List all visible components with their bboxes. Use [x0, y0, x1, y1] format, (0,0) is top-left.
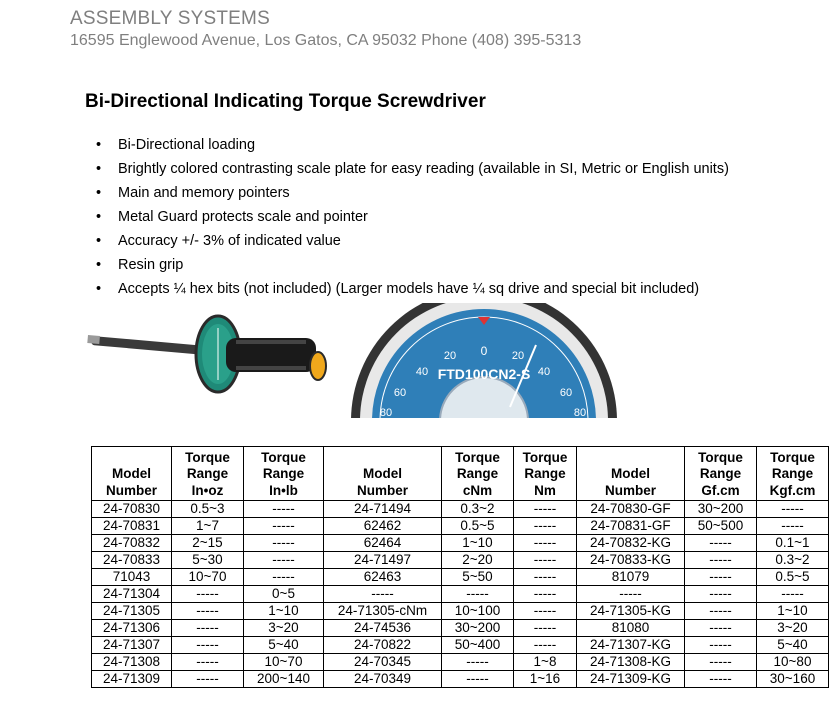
column-header [324, 447, 442, 501]
company-address: 16595 Englewood Avenue, Los Gatos, CA 95032 Phone (408) 395-5313 [70, 32, 582, 49]
table-cell: ----- [244, 518, 324, 535]
column-header-line: Number [356, 482, 408, 498]
table-cell: 2~15 [172, 535, 244, 552]
table-cell: 62462 [324, 518, 442, 535]
table-cell: 24-70833-KG [577, 552, 685, 569]
column-header-line: cNm [462, 482, 493, 498]
table-cell: 3~20 [244, 620, 324, 637]
column-header [442, 447, 514, 501]
torque-spec-table [91, 446, 829, 688]
dial-right-40: 40 [537, 366, 551, 378]
table-cell: 30~200 [442, 620, 514, 637]
column-header-line: Nm [534, 482, 556, 498]
table-cell: 24-71309 [92, 671, 172, 688]
company-name: ASSEMBLY SYSTEMS [70, 8, 270, 29]
table-cell: ----- [172, 654, 244, 671]
table-cell: 24-70830-GF [577, 501, 685, 518]
feature-item: • Main and memory pointers [96, 184, 729, 208]
table-cell: 24-71307 [92, 637, 172, 654]
table-cell: ----- [514, 552, 577, 569]
column-header [172, 447, 244, 501]
table-cell: ----- [514, 586, 577, 603]
table-cell: 0.1~1 [757, 535, 829, 552]
column-header-line: Range [524, 466, 566, 481]
table-row [92, 620, 829, 637]
dial-left-20: 20 [443, 350, 457, 362]
dial-right-80: 80 [573, 407, 587, 418]
table-cell: 200~140 [244, 671, 324, 688]
column-header-line: Model [363, 466, 402, 481]
table-cell: 24-71304 [92, 586, 172, 603]
table-cell: 0.5~3 [172, 501, 244, 518]
table-cell: ----- [757, 501, 829, 518]
table-cell: ----- [172, 637, 244, 654]
table-cell: 1~10 [757, 603, 829, 620]
feature-list [96, 136, 729, 304]
table-cell: 1~10 [244, 603, 324, 620]
table-cell: ----- [514, 603, 577, 620]
table-cell: 24-71305-KG [577, 603, 685, 620]
dial-left-40: 40 [415, 366, 429, 378]
column-header-line: In•lb [269, 482, 298, 498]
table-cell: 24-71305 [92, 603, 172, 620]
table-cell: 1~8 [514, 654, 577, 671]
table-row [92, 552, 829, 569]
table-cell: ----- [685, 552, 757, 569]
table-cell: 10~100 [442, 603, 514, 620]
column-header-line: Range [771, 466, 814, 481]
table-cell: 24-70349 [324, 671, 442, 688]
table-cell: 1~10 [442, 535, 514, 552]
table-cell: 50~400 [442, 637, 514, 654]
table-row [92, 637, 829, 654]
column-header [577, 447, 685, 501]
table-cell: 0.3~2 [442, 501, 514, 518]
column-header-line: Range [186, 466, 229, 481]
dial-left-80: 80 [379, 407, 393, 418]
table-cell: ----- [514, 569, 577, 586]
table-cell: ----- [514, 637, 577, 654]
table-cell: 24-70832 [92, 535, 172, 552]
table-cell: 30~160 [757, 671, 829, 688]
table-cell: 24-71305-cNm [324, 603, 442, 620]
table-cell: 10~80 [757, 654, 829, 671]
product-title: Bi-Directional Indicating Torque Screwdriver [85, 91, 486, 112]
table-cell: ----- [172, 586, 244, 603]
table-cell: 10~70 [244, 654, 324, 671]
table-row [92, 535, 829, 552]
table-row [92, 586, 829, 603]
table-cell: 24-71494 [324, 501, 442, 518]
table-cell: ----- [757, 518, 829, 535]
table-cell: 24-70831-GF [577, 518, 685, 535]
table-cell: ----- [685, 637, 757, 654]
table-cell: 24-70832-KG [577, 535, 685, 552]
table-cell: ----- [172, 671, 244, 688]
table-cell: ----- [685, 671, 757, 688]
table-header-row [92, 447, 829, 501]
table-cell: ----- [514, 501, 577, 518]
table-cell: 24-71497 [324, 552, 442, 569]
table-body [92, 501, 829, 688]
table-cell: 62463 [324, 569, 442, 586]
column-header-line: Model [112, 466, 151, 481]
column-header-line: Torque [698, 449, 743, 465]
column-header [244, 447, 324, 501]
feature-item: • Accepts ¼ hex bits (not included) (Larger models have ¼ sq drive and special bit included) [96, 280, 729, 304]
table-cell: ----- [514, 535, 577, 552]
column-header-line: Range [456, 466, 499, 481]
table-cell: 62464 [324, 535, 442, 552]
table-row [92, 654, 829, 671]
column-header-line: Gf.cm [701, 482, 740, 498]
dial-right-60: 60 [559, 387, 573, 399]
dial-label: FTD100CN2-S [437, 366, 531, 382]
dial-left-60: 60 [393, 387, 407, 399]
column-header-line: Torque [185, 449, 230, 465]
column-header-line: Range [699, 466, 742, 481]
column-header-line: In•oz [191, 482, 224, 498]
column-header-line: Torque [261, 449, 306, 465]
feature-item: • Bi-Directional loading [96, 136, 729, 160]
dial-center-number: 0 [480, 344, 488, 358]
dial-right-20: 20 [511, 350, 525, 362]
table-cell: 24-70830 [92, 501, 172, 518]
table-cell: 5~40 [244, 637, 324, 654]
table-cell: 1~16 [514, 671, 577, 688]
table-cell: ----- [442, 654, 514, 671]
table-cell: ----- [514, 518, 577, 535]
column-header-line: Number [105, 482, 157, 498]
table-cell: ----- [685, 535, 757, 552]
table-cell: 2~20 [442, 552, 514, 569]
table-cell: ----- [244, 501, 324, 518]
column-header-line: Range [262, 466, 305, 481]
table-cell: 1~7 [172, 518, 244, 535]
column-header-line: Kgf.cm [769, 482, 816, 498]
table-cell: ----- [685, 620, 757, 637]
table-cell: 24-71309-KG [577, 671, 685, 688]
table-cell: 5~40 [757, 637, 829, 654]
table-cell: 3~20 [757, 620, 829, 637]
table-cell: ----- [244, 552, 324, 569]
column-header [92, 447, 172, 501]
table-cell: 5~30 [172, 552, 244, 569]
table-cell: 0.5~5 [757, 569, 829, 586]
screwdriver-photo [86, 308, 336, 400]
table-cell: 24-74536 [324, 620, 442, 637]
feature-item: • Brightly colored contrasting scale plate for easy reading (available in SI, Metric or English units) [96, 160, 729, 184]
table-cell: 24-71308-KG [577, 654, 685, 671]
column-header [514, 447, 577, 501]
table-cell: 24-70822 [324, 637, 442, 654]
table-cell: 24-70831 [92, 518, 172, 535]
column-header [685, 447, 757, 501]
table-cell: 0.5~5 [442, 518, 514, 535]
table-cell: ----- [577, 586, 685, 603]
feature-item: • Metal Guard protects scale and pointer [96, 208, 729, 232]
table-cell: 81079 [577, 569, 685, 586]
table-cell: 0.3~2 [757, 552, 829, 569]
table-cell: ----- [324, 586, 442, 603]
column-header-line: Model [611, 466, 650, 481]
table-cell: ----- [442, 671, 514, 688]
table-cell: ----- [685, 654, 757, 671]
table-cell: 24-71307-KG [577, 637, 685, 654]
column-header-line: Torque [770, 449, 815, 465]
table-row [92, 603, 829, 620]
table-cell: ----- [685, 586, 757, 603]
feature-item: • Resin grip [96, 256, 729, 280]
table-cell: 71043 [92, 569, 172, 586]
table-cell: ----- [442, 586, 514, 603]
table-cell: 24-70833 [92, 552, 172, 569]
table-cell: 10~70 [172, 569, 244, 586]
table-cell: 24-71308 [92, 654, 172, 671]
table-cell: ----- [757, 586, 829, 603]
column-header [757, 447, 829, 501]
table-cell: 30~200 [685, 501, 757, 518]
table-row [92, 569, 829, 586]
table-cell: ----- [172, 603, 244, 620]
table-row [92, 518, 829, 535]
column-header-line: Torque [522, 449, 568, 465]
table-cell: ----- [244, 535, 324, 552]
dial-closeup-photo [350, 303, 618, 418]
table-cell: 0~5 [244, 586, 324, 603]
table-cell: 24-70345 [324, 654, 442, 671]
table-cell: ----- [514, 620, 577, 637]
table-row [92, 501, 829, 518]
column-header-line: Torque [455, 449, 500, 465]
table-cell: 50~500 [685, 518, 757, 535]
table-cell: 81080 [577, 620, 685, 637]
table-cell: ----- [685, 569, 757, 586]
feature-item: • Accuracy +/- 3% of indicated value [96, 232, 729, 256]
table-cell: 5~50 [442, 569, 514, 586]
table-row [92, 671, 829, 688]
table-cell: ----- [244, 569, 324, 586]
table-cell: ----- [172, 620, 244, 637]
table-cell: 24-71306 [92, 620, 172, 637]
table-cell: ----- [685, 603, 757, 620]
column-header-line: Number [604, 482, 656, 498]
